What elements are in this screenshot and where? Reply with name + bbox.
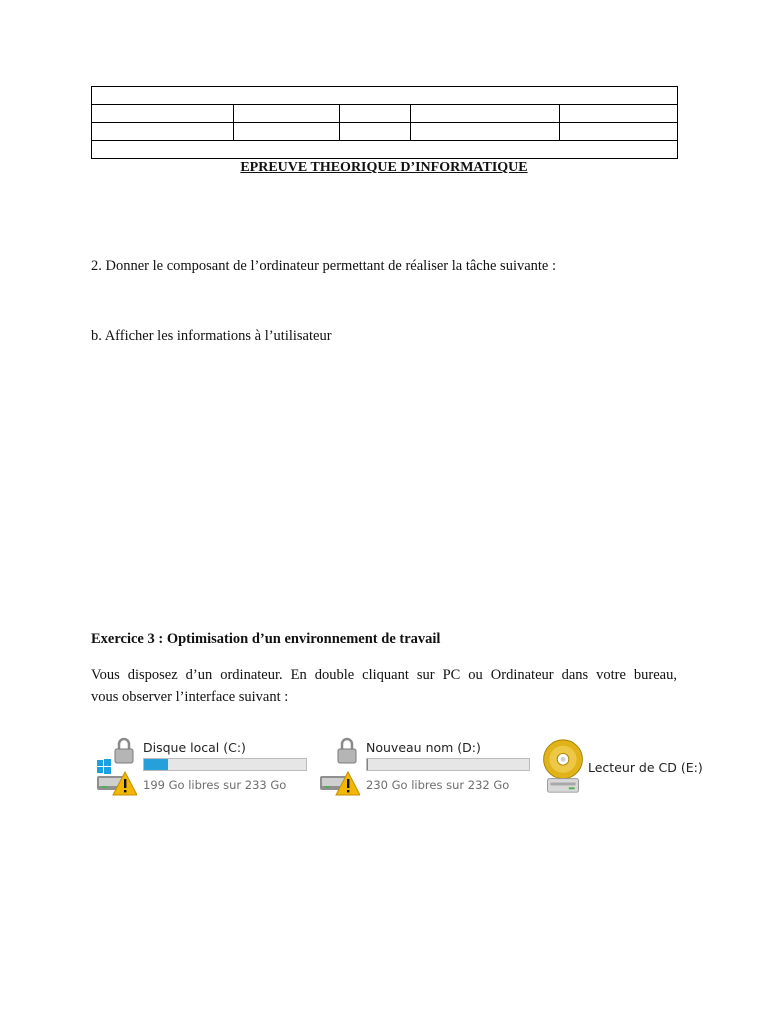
- header-cell: [560, 123, 678, 141]
- exercise-3-line-2: vous observer l’interface suivant :: [91, 689, 289, 705]
- header-cell: [411, 123, 560, 141]
- exam-title: EPREUVE THEORIQUE D’INFORMATIQUE: [240, 160, 528, 175]
- drive-e-name: Lecteur de CD (E:): [588, 760, 703, 775]
- header-cell: [234, 123, 340, 141]
- header-cell: [411, 105, 560, 123]
- header-cell: [340, 123, 411, 141]
- header-cell: [92, 141, 678, 159]
- header-cell: [234, 105, 340, 123]
- windows-drive-lock-warning-icon: [93, 736, 137, 798]
- drive-d-name: Nouveau nom (D:): [366, 740, 481, 755]
- exercise-3-line-1: Vous disposez d’un ordinateur. En double cliquant sur PC ou Ordinateur dans votre bureau,: [91, 667, 677, 683]
- header-info-table: [91, 86, 678, 159]
- drive-c-free-space: 199 Go libres sur 233 Go: [143, 778, 287, 792]
- header-row-3: [92, 123, 678, 141]
- header-row-2: [92, 105, 678, 123]
- drive-c-usage-fill: [144, 759, 168, 770]
- header-cell: [340, 105, 411, 123]
- drive-d-free-space: 230 Go libres sur 232 Go: [366, 778, 510, 792]
- exercise-3-title: Exercice 3 : Optimisation d’un environnement de travail: [91, 631, 441, 647]
- drive-c-name: Disque local (C:): [143, 740, 246, 755]
- drive-d-usage-fill: [367, 759, 368, 770]
- header-row-1: [92, 87, 678, 105]
- exercise-3-paragraph: [91, 664, 677, 708]
- cd-drive-icon: [541, 736, 585, 798]
- drive-e-item[interactable]: [541, 736, 703, 800]
- header-row-4: [92, 141, 678, 159]
- drive-d-item[interactable]: [316, 736, 546, 798]
- drive-d-usage-bar: [366, 758, 530, 771]
- drive-c-item[interactable]: [93, 736, 323, 798]
- header-cell: [92, 123, 234, 141]
- drive-lock-warning-icon: [316, 736, 360, 798]
- drive-c-usage-bar: [143, 758, 307, 771]
- header-cell: [92, 105, 234, 123]
- question-b: b. Afficher les informations à l’utilisateur: [91, 328, 332, 344]
- header-cell: [92, 87, 678, 105]
- header-cell: [560, 105, 678, 123]
- question-2: 2. Donner le composant de l’ordinateur permettant de réaliser la tâche suivante :: [91, 258, 557, 274]
